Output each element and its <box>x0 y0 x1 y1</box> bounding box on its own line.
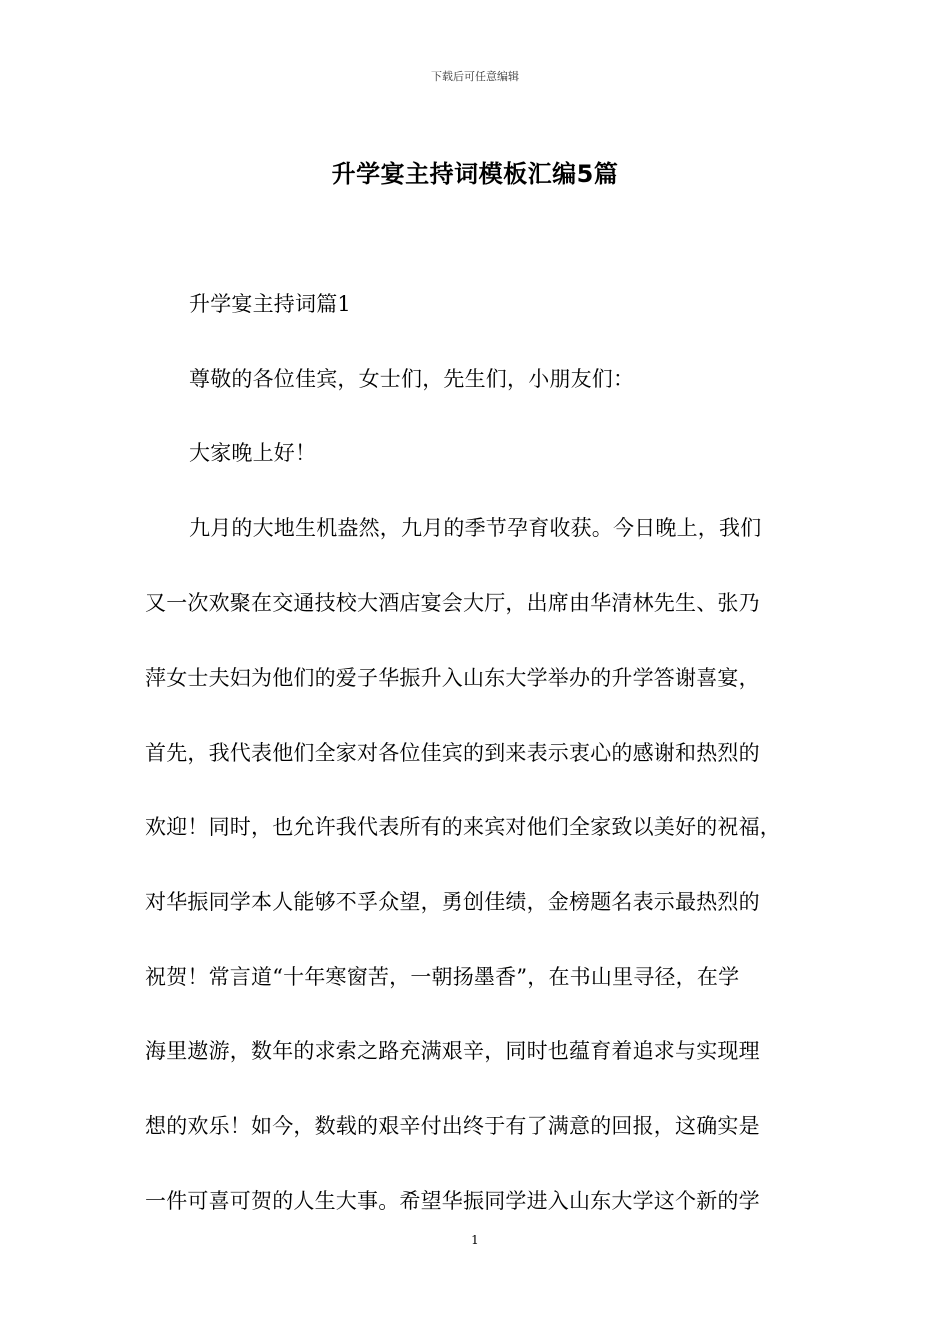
header-note: 下载后可任意编辑 <box>431 70 519 83</box>
body-line: 一件可喜可贺的人生大事。希望华振同学进入山东大学这个新的学 <box>145 1189 760 1213</box>
body-line: 对华振同学本人能够不孚众望，勇创佳绩，金榜题名表示最热烈的 <box>145 890 760 914</box>
body-line: 首先，我代表他们全家对各位佳宾的到来表示衷心的感谢和热烈的 <box>145 741 760 765</box>
body-line: 欢迎！同时，也允许我代表所有的来宾对他们全家致以美好的祝福， <box>145 815 781 839</box>
section-heading: 升学宴主持词篇1 <box>189 292 351 316</box>
greeting-paragraph: 尊敬的各位佳宾，女士们，先生们，小朋友们： <box>189 367 635 391</box>
evening-paragraph: 大家晚上好！ <box>189 441 317 465</box>
body-line: 九月的大地生机盎然，九月的季节孕育收获。今日晚上，我们 <box>189 516 762 540</box>
page-number: 1 <box>471 1233 479 1247</box>
document-title: 升学宴主持词模板汇编5篇 <box>331 160 619 188</box>
body-line: 祝贺！常言道“十年寒窗苦，一朝扬墨香”，在书山里寻径，在学 <box>145 965 740 989</box>
body-line: 又一次欢聚在交通技校大酒店宴会大厅，出席由华清林先生、张乃 <box>145 591 760 615</box>
body-line: 萍女士夫妇为他们的爱子华振升入山东大学举办的升学答谢喜宴， <box>145 666 760 690</box>
body-line: 想的欢乐！如今，数载的艰辛付出终于有了满意的回报，这确实是 <box>145 1114 760 1138</box>
body-line: 海里遨游，数年的求索之路充满艰辛，同时也蕴育着追求与实现理 <box>145 1039 760 1063</box>
